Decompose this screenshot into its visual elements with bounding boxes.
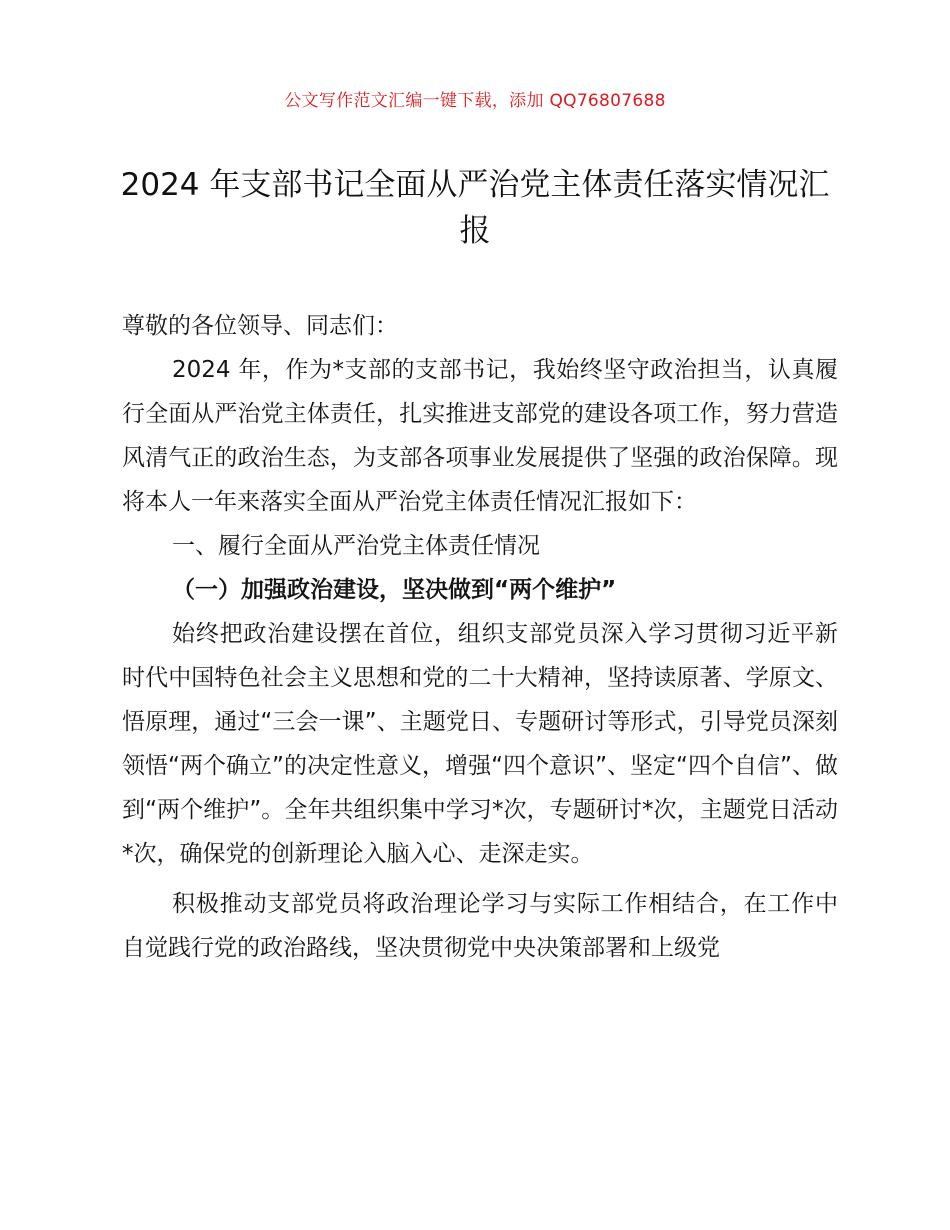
watermark-banner: 公文写作范文汇编一键下载，添加 QQ76807688 [284,91,666,111]
subsection-heading: （一）加强政治建设，坚决做到“两个维护” [172,577,617,603]
document-body [122,304,838,970]
body-paragraph: 积极推动支部党员将政治理论学习与实际工作相结合，在工作中自觉践行党的政治路线，坚决贯彻党中央决策部署和上级党 [122,891,838,961]
section-heading: 一、履行全面从严治党主体责任情况 [172,533,540,559]
intro-paragraph: 2024 年，作为*支部的支部书记，我始终坚守政治担当，认真履行全面从严治党主体责任，扎实推进支部党的建设各项工作，努力营造风清气正的政治生态，为支部各项事业发展提供了坚强的政治保障。现将本人一年来落实全面从严治党主体责任情况汇报如下： [122,357,838,515]
salutation: 尊敬的各位领导、同志们： [122,313,398,339]
document-title: 2024 年支部书记全面从严治党主体责任落实情况汇报 [120,167,830,249]
body-paragraph: 始终把政治建设摆在首位，组织支部党员深入学习贯彻习近平新时代中国特色社会主义思想和党的二十大精神，坚持读原著、学原文、悟原理，通过“三会一课”、主题党日、专题研讨等形式，引导党员深刻领悟“两个确立”的决定性意义，增强“四个意识”、坚定“四个自信”、做到“两个维护”。全年共组织集中学习*次，专题研讨*次，主题党日活动*次，确保党的创新理论入脑入心、走深走实。 [122,621,838,867]
